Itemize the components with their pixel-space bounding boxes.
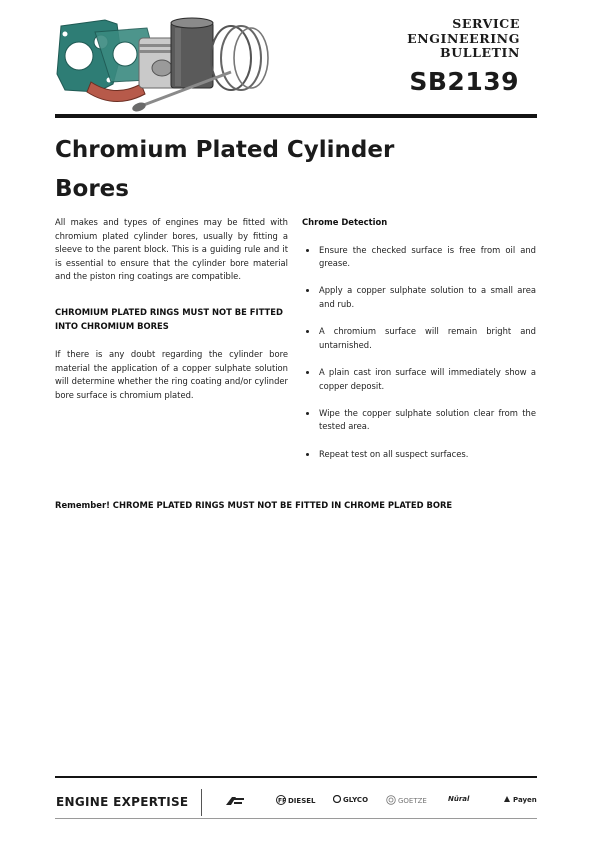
footer-bottom-rule xyxy=(55,818,537,819)
bulletin-label-line: BULLETIN xyxy=(440,45,520,60)
glyco-mark-icon xyxy=(333,795,341,805)
warning-line: CHROMIUM PLATED RINGS MUST NOT BE FITTED xyxy=(55,306,283,317)
page-title-line: Chromium Plated Cylinder xyxy=(55,137,395,163)
bulletin-label-line: SERVICE xyxy=(452,16,520,31)
payen-logo-icon xyxy=(503,795,537,805)
intro-paragraph: All makes and types of engines may be fitted with chromium plated cylinder bores, usually by fitting a sleeve to the parent block. This is a guiding rule and it is essential to ensure that the cylinder bore material and the piston ring coatings are compatible. xyxy=(55,217,288,282)
warning-line: INTO CHROMIUM BORES xyxy=(55,320,169,331)
header-divider xyxy=(55,114,537,118)
bulletin-type-label xyxy=(407,17,520,61)
list-item-text: Repeat test on all suspect surfaces. xyxy=(319,448,469,459)
list-item-text: Apply a copper sulphate solution to a small area and rub. xyxy=(319,285,536,309)
list-item xyxy=(302,366,536,393)
goetze-mark-icon xyxy=(386,795,396,807)
list-item xyxy=(302,244,536,271)
federal-mogul-logo-icon xyxy=(224,795,246,807)
footer-divider xyxy=(55,776,537,778)
glyco-logo-icon xyxy=(333,795,368,805)
doubt-paragraph: If there is any doubt regarding the cylinder bore material the application of a copper sulphate solution will determine whether the ring coating and/or cylinder bore surface is chromium plated. xyxy=(55,349,288,400)
chrome-detection-heading: Chrome Detection xyxy=(302,217,388,227)
goetze-logo-text: GOETZE xyxy=(398,797,427,805)
list-item xyxy=(302,284,536,311)
footer-vertical-divider xyxy=(201,789,202,816)
hero-engine-parts-image xyxy=(55,14,270,116)
detection-steps-list xyxy=(302,244,536,462)
list-item xyxy=(302,325,536,352)
payen-logo-text: Payen xyxy=(513,796,537,804)
fp-diesel-logo-text: DIESEL xyxy=(288,797,316,805)
engine-parts-photo-icon xyxy=(55,14,270,116)
payen-mark-icon xyxy=(503,795,511,805)
list-item-text: Wipe the copper sulphate solution clear from the tested area. xyxy=(319,407,536,432)
bullet-icon xyxy=(306,330,309,333)
warning-heading xyxy=(55,306,288,333)
nural-logo-text: Nüral xyxy=(448,795,470,803)
bullet-icon xyxy=(306,249,309,252)
bullet-icon xyxy=(306,453,309,456)
bullet-icon xyxy=(306,371,309,374)
list-item xyxy=(302,407,536,434)
fp-mark-icon xyxy=(276,795,286,807)
glyco-logo-text: GLYCO xyxy=(343,796,369,804)
bulletin-label-line: ENGINEERING xyxy=(407,30,520,46)
goetze-logo-icon xyxy=(386,795,427,807)
list-item-text: A chromium surface will remain bright and untarnished. xyxy=(319,326,536,350)
federal-mogul-mark-icon xyxy=(224,795,246,807)
footer-tagline: ENGINE EXPERTISE xyxy=(56,795,189,809)
list-item xyxy=(302,448,536,462)
bulletin-number: SB2139 xyxy=(409,67,519,96)
left-column xyxy=(55,216,288,403)
list-item-text: Ensure the checked surface is free from oil and grease. xyxy=(319,244,536,269)
right-column xyxy=(302,216,536,475)
bullet-icon xyxy=(306,412,309,415)
bullet-icon xyxy=(306,289,309,292)
reminder-note: Remember! CHROME PLATED RINGS MUST NOT BE FITTED IN CHROME PLATED BORE xyxy=(55,500,453,510)
nural-logo-icon xyxy=(448,795,469,803)
page-title xyxy=(55,131,495,209)
list-item-text: A plain cast iron surface will immediately show a copper deposit. xyxy=(319,366,536,391)
fp-diesel-logo-icon xyxy=(276,795,315,807)
svg-text:FP: FP xyxy=(278,797,286,805)
page-title-line: Bores xyxy=(55,176,129,202)
